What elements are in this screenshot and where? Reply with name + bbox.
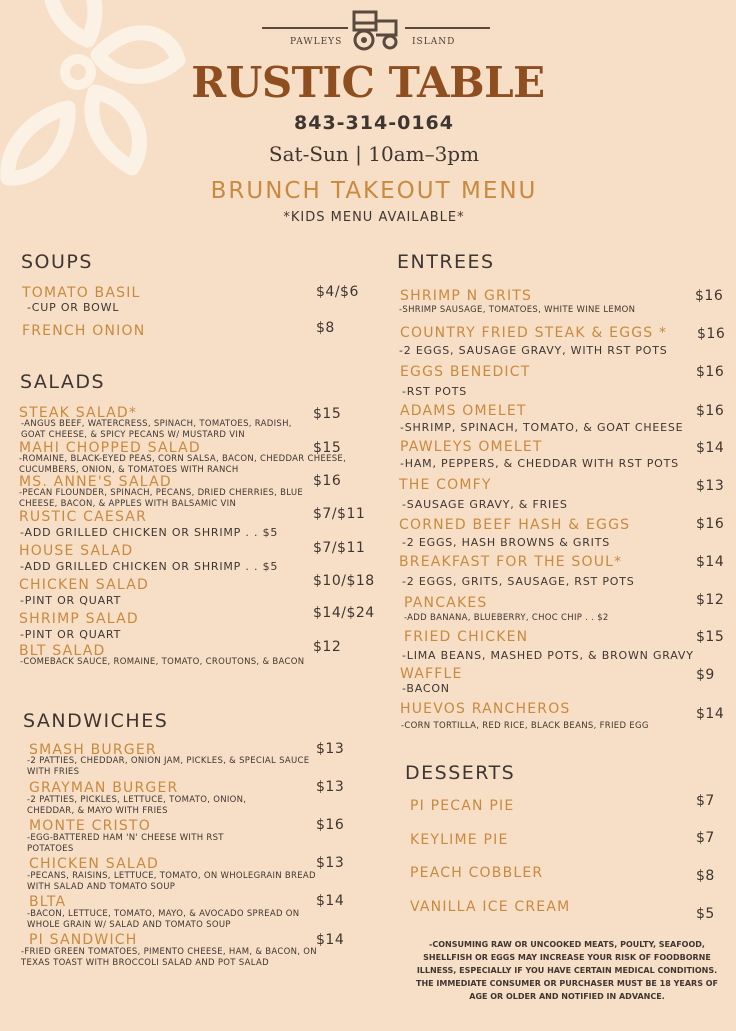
entree-price: $14 — [696, 706, 725, 722]
salad-price: $14/$24 — [313, 605, 375, 621]
dessert-price: $7 — [696, 793, 715, 809]
entree-desc: -HAM, PEPPERS, & CHEDDAR WITH RST POTS — [400, 457, 679, 470]
salad-desc: -PINT OR QUART — [20, 594, 122, 607]
entree-name: EGGS BENEDICT — [400, 364, 531, 380]
salad-name: MS. ANNE'S SALAD — [19, 474, 172, 490]
soup-name: TOMATO BASIL — [22, 285, 141, 301]
entree-name: CORNED BEEF HASH & EGGS — [399, 517, 631, 533]
salads-heading: SALADS — [20, 371, 106, 393]
salad-name: HOUSE SALAD — [19, 543, 134, 559]
salad-price: $16 — [313, 473, 342, 489]
soup-price: $8 — [316, 320, 335, 336]
salad-desc: -ADD GRILLED CHICKEN OR SHRIMP . . $5 — [20, 526, 279, 539]
sandwich-price: $14 — [316, 893, 345, 909]
entree-name: ADAMS OMELET — [400, 403, 527, 419]
salad-desc: -ANGUS BEEF, WATERCRESS, SPINACH, TOMATOES, RADISH, GOAT CHEESE, & SPICY PECANS W/ MUSTARD VIN — [21, 419, 292, 440]
salad-desc: -ADD GRILLED CHICKEN OR SHRIMP . . $5 — [20, 560, 279, 573]
opening-hours: Sat-Sun | 10am–3pm — [268, 142, 480, 166]
entree-price: $9 — [696, 667, 715, 683]
soup-name: FRENCH ONION — [22, 323, 146, 339]
location-left: PAWLEYS — [290, 37, 343, 47]
desserts-heading: DESSERTS — [405, 762, 516, 784]
entree-price: $16 — [696, 403, 725, 419]
soup-price: $4/$6 — [316, 284, 359, 300]
entree-name: FRIED CHICKEN — [404, 629, 529, 645]
sandwich-desc: -FRIED GREEN TOMATOES, PIMENTO CHEESE, HAM, & BACON, ON TEXAS TOAST WITH BROCCOLI SALAD AND POT SALAD — [21, 947, 317, 968]
entrees-heading: ENTREES — [397, 251, 495, 273]
sandwich-name: SMASH BURGER — [29, 742, 157, 758]
entree-price: $12 — [696, 592, 725, 608]
salad-desc: -COMEBACK SAUCE, ROMAINE, TOMATO, CROUTONS, & BACON — [20, 657, 305, 667]
sandwich-name: CHICKEN SALAD — [29, 856, 159, 872]
entree-desc: -2 EGGS, HASH BROWNS & GRITS — [402, 536, 611, 549]
entree-price: $16 — [695, 288, 724, 304]
tractor-icon — [350, 9, 400, 53]
entree-price: $14 — [696, 554, 725, 570]
entree-price: $15 — [696, 629, 725, 645]
sandwich-name: MONTE CRISTO — [29, 818, 151, 834]
entree-desc: -BACON — [402, 682, 450, 695]
salad-price: $12 — [313, 639, 342, 655]
sandwich-desc: -2 PATTIES, CHEDDAR, ONION JAM, PICKLES, & SPECIAL SAUCE WITH FRIES — [27, 756, 310, 777]
entree-desc: -2 EGGS, SAUSAGE GRAVY, WITH RST POTS — [399, 344, 668, 357]
entree-desc: -2 EGGS, GRITS, SAUSAGE, RST POTS — [402, 575, 635, 588]
entree-price: $16 — [697, 326, 726, 342]
salad-price: $7/$11 — [313, 540, 366, 556]
salad-price: $7/$11 — [313, 506, 366, 522]
sandwich-price: $16 — [316, 817, 345, 833]
entree-price: $14 — [696, 440, 725, 456]
dessert-name: PI PECAN PIE — [410, 798, 515, 814]
dessert-name: VANILLA ICE CREAM — [410, 899, 571, 915]
sandwich-price: $13 — [316, 779, 345, 795]
entree-name: PAWLEYS OMELET — [400, 439, 543, 455]
entree-name: HUEVOS RANCHEROS — [400, 701, 571, 717]
sandwich-desc: -BACON, LETTUCE, TOMATO, MAYO, & AVOCADO SPREAD ON WHOLE GRAIN W/ SALAD AND TOMATO SOUP — [27, 909, 300, 930]
entree-name: BREAKFAST FOR THE SOUL* — [399, 554, 623, 570]
salad-name: SHRIMP SALAD — [19, 611, 139, 627]
dessert-name: KEYLIME PIE — [410, 832, 509, 848]
sandwich-price: $14 — [316, 932, 345, 948]
phone-number: 843-314-0164 — [294, 112, 454, 134]
salad-name: CHICKEN SALAD — [19, 577, 149, 593]
header-rule-right — [405, 27, 490, 29]
sandwich-name: PI SANDWICH — [29, 932, 138, 948]
sandwich-name: BLTA — [29, 894, 67, 910]
entree-desc: -ADD BANANA, BLUEBERRY, CHOC CHIP . . $2 — [404, 613, 609, 623]
salad-desc: -ROMAINE, BLACK-EYED PEAS, CORN SALSA, BACON, CHEDDAR CHEESE, CUCUMBERS, ONION, & TOMATOES WITH RANCH — [19, 454, 347, 475]
entree-name: SHRIMP N GRITS — [400, 288, 533, 304]
sandwich-price: $13 — [316, 741, 345, 757]
entree-desc: -SHRIMP, SPINACH, TOMATO, & GOAT CHEESE — [400, 421, 684, 434]
sandwich-desc: -EGG-BATTERED HAM 'N' CHEESE WITH RST POTATOES — [27, 833, 224, 854]
menu-title: BRUNCH TAKEOUT MENU — [210, 178, 538, 204]
salad-name: MAHI CHOPPED SALAD — [19, 440, 201, 456]
entree-price: $13 — [696, 478, 725, 494]
entree-name: WAFFLE — [400, 666, 463, 682]
dessert-name: PEACH COBBLER — [410, 865, 544, 881]
entree-desc: -RST POTS — [402, 385, 468, 398]
salad-price: $10/$18 — [313, 573, 375, 589]
entree-name: PANCAKES — [404, 595, 488, 611]
dessert-price: $8 — [696, 868, 715, 884]
entree-price: $16 — [696, 364, 725, 380]
soup-desc: -CUP OR BOWL — [27, 301, 120, 314]
entree-desc: -SHRIMP SAUSAGE, TOMATOES, WHITE WINE LEMON — [399, 305, 636, 315]
header-rule-left — [262, 27, 348, 29]
salad-price: $15 — [313, 406, 342, 422]
entree-price: $16 — [696, 516, 725, 532]
kids-menu-note: *KIDS MENU AVAILABLE* — [283, 210, 465, 225]
soups-heading: SOUPS — [21, 251, 93, 273]
salad-name: BLT SALAD — [19, 643, 106, 659]
salad-price: $15 — [313, 440, 342, 456]
sandwich-price: $13 — [316, 855, 345, 871]
salad-name: STEAK SALAD* — [19, 405, 138, 421]
location-right: ISLAND — [412, 37, 456, 47]
salad-desc: -PECAN FLOUNDER, SPINACH, PECANS, DRIED CHERRIES, BLUE CHEESE, BACON, & APPLES WITH BALSAMIC VIN — [19, 488, 304, 509]
food-safety-notice: -CONSUMING RAW OR UNCOOKED MEATS, POULTY, SEAFOOD, SHELLFISH OR EGGS MAY INCREASE YOUR RISK OF FOODBORNE ILLNESS, ESPECIALLY IF YOU HAVE CERTAIN MEDICAL CONDITIONS. THE IMMEDIATE CONSUMER OR PURCHASER MUST BE 18 YEARS OF AGE OR OLDER AND NOTIFIED IN ADVANCE. — [416, 940, 718, 1001]
sandwich-desc: -2 PATTIES, PICKLES, LETTUCE, TOMATO, ONION, CHEDDAR, & MAYO WITH FRIES — [27, 795, 247, 816]
entree-desc: -SAUSAGE GRAVY, & FRIES — [402, 498, 568, 511]
entree-name: THE COMFY — [399, 477, 492, 493]
sandwich-desc: -PECANS, RAISINS, LETTUCE, TOMATO, ON WHOLEGRAIN BREAD WITH SALAD AND TOMATO SOUP — [27, 871, 316, 892]
sandwich-name: GRAYMAN BURGER — [29, 780, 179, 796]
entree-desc: -CORN TORTILLA, RED RICE, BLACK BEANS, FRIED EGG — [401, 721, 649, 731]
salad-name: RUSTIC CAESAR — [19, 509, 148, 525]
salad-desc: -PINT OR QUART — [20, 628, 122, 641]
brand-title: RUSTIC TABLE — [191, 58, 545, 107]
dessert-price: $5 — [696, 906, 715, 922]
sandwiches-heading: SANDWICHES — [23, 710, 169, 732]
entree-name: COUNTRY FRIED STEAK & EGGS * — [400, 325, 668, 341]
dessert-price: $7 — [696, 830, 715, 846]
entree-desc: -LIMA BEANS, MASHED POTS, & BROWN GRAVY — [402, 649, 694, 662]
